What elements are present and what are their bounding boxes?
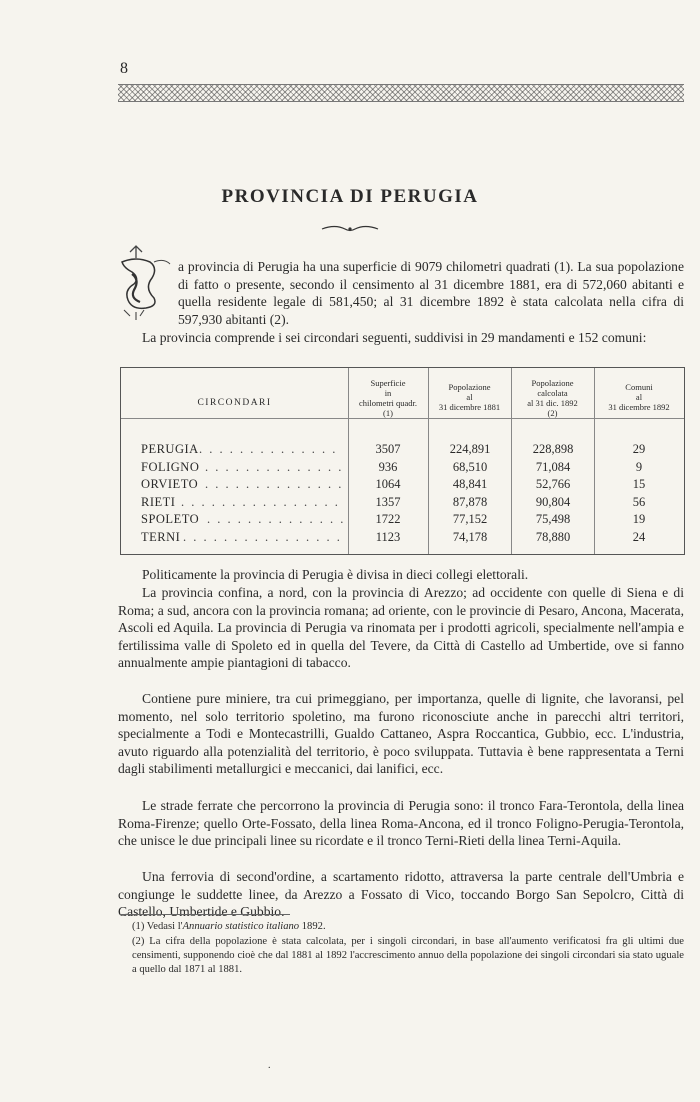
circondario-name: PERUGIA [141, 442, 199, 456]
body-paragraph: Una ferrovia di second'ordine, a scartamento ridotto, attraversa la parte centrale dell'Umbria e congiunge le suddette linee, da Arezzo a Fossato di Vico, toccando Borgo San Sepolcro, Città di Castello, Umbertide e Gubbio. [118, 869, 684, 920]
footnote-2: (2) La cifra della popolazione è stata calcolata, per i singoli circondari, in base all'aumento verificatosi fra gli ultimi due censimenti, supponendo cioè che dal 1881 al 1892 l'accrescimento annuo della popolazione dei singoli circondari sia stato uguale a quello dal 1871 al 1881. [132, 936, 684, 975]
circondario-name: TERNI [141, 529, 181, 544]
table-row: ORVIETO . . . . . . . . . . . . . . 1064 48,841 52,766 15 [141, 477, 646, 491]
table-row: FOLIGNO . . . . . . . . . . . . . . 936 68,510 71,084 9 [141, 459, 643, 474]
header-popolazione-1892: Popolazione calcolata al 31 dic. 1892 (2) [527, 378, 578, 418]
body-paragraph: Politicamente la provincia di Perugia è divisa in dieci collegi elettorali. [142, 567, 529, 582]
table-row: SPOLETO . . . . . . . . . . . . . . 1722 77,152 75,498 19 [141, 512, 646, 526]
intro-paragraph: a provincia di Perugia ha una superficie di 9079 chilometri quadrati (1). La sua popolazione di fatto o presente, secondo il censimento al 31 dicembre 1881, era di 572,060 abitanti e quella residente legale di 581,450; al 31 dicembre 1892 è stata calcolata nella cifra di 597,930 abitanti (2). [178, 259, 684, 327]
header-ornament-band [118, 84, 684, 102]
circondario-name: FOLIGNO [141, 459, 200, 474]
table-row: PERUGIA . . . . . . . . . . . . . . 3507 224,891 228,898 29 [141, 442, 646, 456]
circondari-table [120, 367, 685, 555]
circondario-name: SPOLETO [141, 512, 200, 526]
footnote-rule [120, 914, 290, 915]
page-number: 8 [120, 60, 128, 77]
intro-paragraph-continued: La provincia comprende i sei circondari seguenti, suddivisi in 29 mandamenti e 152 comuni: [142, 330, 647, 345]
page-mark: . [268, 1060, 271, 1071]
decorated-initial-ornament [118, 244, 174, 320]
circondario-name: ORVIETO [141, 477, 199, 491]
circondario-name: RIETI [141, 494, 176, 509]
body-paragraph: La provincia confina, a nord, con la provincia di Arezzo; ad occidente con quelle di Siena e di Roma; a sud, ancora con la provincia romana; ad oriente, con le provincie di Pesaro, Ancona, Macerata, Ascoli ed Aquila. La provincia di Perugia va rinomata per i prodotti agricoli, specialmente nell'ampia e fertilissima valle di Spoleto ed in quella del Tevere, da Città di Castello ad Umbertide, ove si fanno annualmente ampie piantagioni di tabacco. [118, 585, 684, 671]
table-row: RIETI . . . . . . . . . . . . . . . . 1357 87,878 90,804 56 [141, 494, 646, 509]
footnote-1: (1) Vedasi l'Annuario statistico italiano 1892. [132, 921, 326, 932]
body-paragraph: Contiene pure miniere, tra cui primeggiano, per importanza, quelle di lignite, che lavoransi, pel momento, nel solo territorio spoletino, ma furono riconosciute anche in parecchi altri territori, specialmente a Todi e Montecastrilli, Gualdo Cattaneo, Aspra Roccantica, Gubbio, ecc. L'industria, avuto riguardo alla potenzialità del territorio, è poco sviluppata. Tuttavia è bene rappresentata a Terni dagli stabilimenti metallurgici e meccanici, dai lanifici, ecc. [118, 691, 684, 777]
header-superficie: Superficie in chilometri quadr. (1) [358, 378, 418, 418]
header-comuni: Comuni al 31 dicembre 1892 [608, 382, 670, 412]
header-popolazione-1881: Popolazione al 31 dicembre 1881 [438, 382, 501, 412]
body-paragraph: Le strade ferrate che percorrono la provincia di Perugia sono: il tronco Fara-Terontola, della linea Roma-Firenze; quello Orte-Fossato, della linea Roma-Ancona, ed il tronco Foligno-Perugia-Terontola, che unisce le due principali linee su ricordate e il tronco Terni-Rieti della linea Terni-Aquila. [118, 798, 684, 849]
header-circondari: CIRCONDARI [197, 398, 272, 408]
title-flourish-ornament [320, 224, 380, 234]
page-title: PROVINCIA DI PERUGIA [221, 186, 479, 207]
table-row: TERNI . . . . . . . . . . . . . . . . 1123 74,178 78,880 24 [141, 529, 646, 544]
